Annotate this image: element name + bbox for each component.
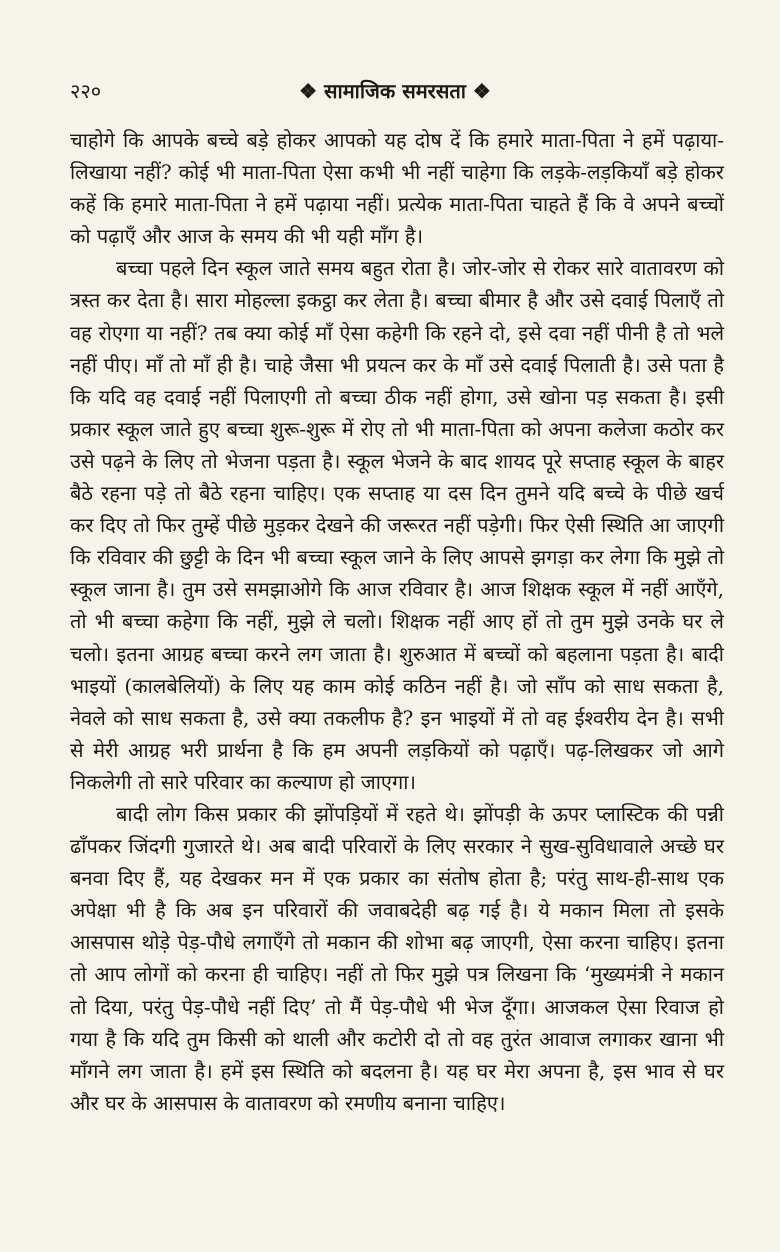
paragraph-housing: बादी लोग किस प्रकार की झोंपड़ियों में रहते थे। झोंपड़ी के ऊपर प्लास्टिक की पन्नी ढाँपकर जिंदगी गुजारते थे। अब बादी परिवारों के लिए सरकार ने सुख-सुविधावाले अच्छे घर बनवा दिए हैं, यह देखकर मन में एक प्रकार का संतोष होता है; परंतु साथ-ही-साथ एक अपेक्षा भी है कि अब इन परिवारों की जवाबदेही बढ़ गई है। ये मकान मिला तो इसके आसपास थोड़े पेड़-पौधे लगाएँगे तो मकान की शोभा बढ़ जाएगी, ऐसा करना चाहिए। इतना तो आप लोगों को करना ही चाहिए। नहीं तो फिर मुझे पत्र लिखना कि ‘मुख्यमंत्री ने मकान तो दिया, परंतु पेड़-पौधे नहीं दिए’ तो मैं पेड़-पौधे भी भेज दूँगा। आजकल ऐसा रिवाज हो गया है कि यदि तुम किसी को थाली और कटोरी दो तो वह तुरंत आवाज लगाकर खाना भी माँगने लग जाता है। हमें इस स्थिति को बदलना है। यह घर मेरा अपना है, इस भाव से घर और घर के आसपास के वातावरण को रमणीय बनाना चाहिए। [70,801,724,1115]
running-title: ❖ सामाजिक समरसता ❖ [299,79,491,103]
page-header [70,76,720,110]
paragraph-school: बच्चा पहले दिन स्कूल जाते समय बहुत रोता है। जोर-जोर से रोकर सारे वातावरण को त्रस्त कर देता है। सारा मोहल्ला इकट्ठा कर लेता है। बच्चा बीमार है और उसे दवाई पिलाएँ तो वह रोएगा या नहीं? तब क्या कोई माँ ऐसा कहेगी कि रहने दो, इसे दवा नहीं पीनी है तो भले नहीं पीए। माँ तो माँ ही है। चाहे जैसा भी प्रयत्न कर के माँ उसे दवाई पिलाती है। उसे पता है कि यदि वह दवाई नहीं पिलाएगी तो बच्चा ठीक नहीं होगा, उसे खोना पड़ सकता है। इसी प्रकार स्कूल जाते हुए बच्चा शुरू-शुरू में रोए तो भी माता-पिता को अपना कलेजा कठोर कर उसे पढ़ने के लिए तो भेजना पड़ता है। स्कूल भेजने के बाद शायद पूरे सप्ताह स्कूल के बाहर बैठे रहना पड़े तो बैठे रहना चाहिए। एक सप्ताह या दस दिन तुमने यदि बच्चे के पीछे खर्च कर दिए तो फिर तुम्हें पीछे मुड़कर देखने की जरूरत नहीं पड़ेगी। फिर ऐसी स्थिति आ जाएगी कि रविवार की छुट्टी के दिन भी बच्चा स्कूल जाने के लिए आपसे झगड़ा कर लेगा कि मुझे तो स्कूल जाना है। तुम उसे समझाओगे कि आज रविवार है। आज शिक्षक स्कूल में नहीं आएँगे, तो भी बच्चा कहेगा कि नहीं, मुझे ले चलो। शिक्षक नहीं आए हों तो तुम मुझे उनके घर ले चलो। इतना आग्रह बच्चा करने लग जाता है। शुरुआत में बच्चों को बहलाना पड़ता है। बादी भाइयों (कालबेलियों) के लिए यह काम कोई कठिन नहीं है। जो साँप को साध सकता है, नेवले को साध सकता है, उसे क्या तकलीफ है? इन भाइयों में तो वह ईश्वरीय देन है। सभी से मेरी आग्रह भरी प्रार्थना है कि हम अपनी लड़कियों को पढ़ाएँ। पढ़-लिखकर जो आगे निकलेगी तो सारे परिवार का कल्याण हो जाएगा। [70,256,724,794]
body-text [70,124,724,1119]
paragraph-continuation: चाहोगे कि आपके बच्चे बड़े होकर आपको यह दोष दें कि हमारे माता-पिता ने हमें पढ़ाया-लिखाया नहीं? कोई भी माता-पिता ऐसा कभी भी नहीं चाहेगा कि लड़के-लड़कियाँ बड़े होकर कहें कि हमारे माता-पिता ने हमें पढ़ाया नहीं। प्रत्येक माता-पिता चाहते हैं कि वे अपने बच्चों को पढ़ाएँ और आज के समय की भी यही माँग है। [70,128,724,249]
page-number: २२० [70,79,102,103]
